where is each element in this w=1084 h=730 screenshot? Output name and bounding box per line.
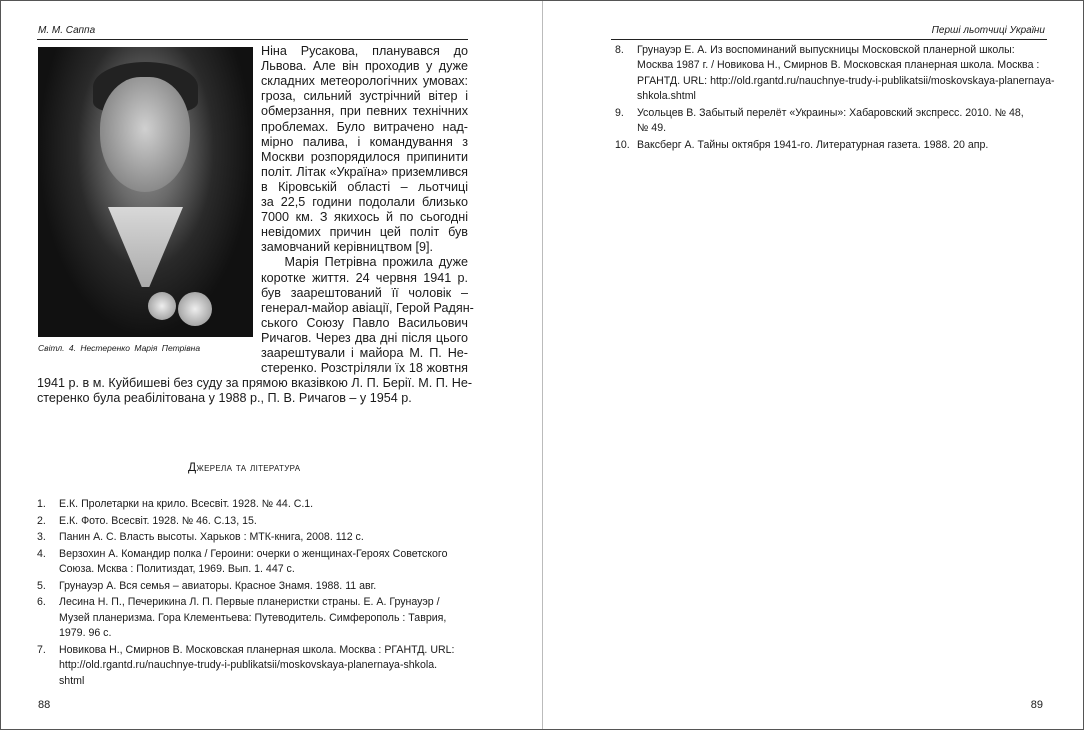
text-line: Марія Петрівна прожила дуже xyxy=(261,255,468,270)
reference-text-line: Новикова Н., Смирнов В. Московская планерная школа. Москва : РГАНТД. URL: xyxy=(59,643,455,656)
reference-text-line: Е.К. Фото. Всесвіт. 1928. № 46. С.13, 15. xyxy=(59,514,257,527)
reference-text-line: 1979. 96 с. xyxy=(59,627,112,640)
reference-number: 6. xyxy=(37,596,46,609)
reference-text-line: shtml xyxy=(59,674,85,687)
text-line: 1941 р. в м. Куйбишеві без суду за прямою вказівкою Л. П. Берії. М. П. Не- xyxy=(37,376,473,390)
portrait-photo xyxy=(38,47,253,337)
reference-number: 10. xyxy=(615,138,630,151)
running-header-title: Перші льотчиці України xyxy=(931,25,1045,36)
reference-number: 5. xyxy=(37,579,46,592)
text-line: Ричагов. Через два дні після цього xyxy=(261,330,468,345)
text-line: заарештували і майора М. П. Не- xyxy=(261,346,468,360)
text-line: ського Союзу Павло Васильович xyxy=(261,315,468,330)
text-line: гроза, сильний зустрічний вітер і xyxy=(261,89,468,104)
page-number-right: 89 xyxy=(1030,699,1043,711)
text-line: генерал-майор авіації, Герой Радян- xyxy=(261,300,474,315)
header-rule xyxy=(37,39,468,40)
text-line: стеренко була реабілітована у 1988 р., П. В. Ричагов – у 1954 р. xyxy=(37,391,412,406)
text-line: невідомих причин цей політ був xyxy=(261,225,468,240)
reference-text-line: № 49. xyxy=(637,122,667,135)
reference-text-line: http://old.rgantd.ru/nauchnye-trudy-i-publikatsii/moskovskaya-planernaya-shkola. xyxy=(59,659,438,672)
reference-number: 1. xyxy=(37,498,46,510)
text-line: Ніна Русакова, планувався до xyxy=(261,44,468,58)
reference-text-line: РГАНТД. URL: http://old.rgantd.ru/nauchnye-trudy-i-publikatsii/moskovskaya-planernaya- xyxy=(637,74,1055,87)
reference-text-line: Музей планеризма. Гора Клементьева: Путеводитель. Симферополь : Таврия, xyxy=(59,611,447,624)
reference-number: 8. xyxy=(615,44,624,56)
reference-text-line: Союза. Мсква : Политиздат, 1969. Вып. 1. 447 с. xyxy=(59,563,295,576)
reference-number: 3. xyxy=(37,531,46,544)
text-line: проблемах. Було витрачено над- xyxy=(261,119,468,134)
sources-heading: Джерела та література xyxy=(188,460,301,474)
header-rule xyxy=(611,39,1047,40)
reference-text-line: Москва 1987 г. / Новикова Н., Смирнов В. Московская планерная школа. Москва : xyxy=(637,59,1040,72)
reference-text-line: Е.К. Пролетарки на крило. Всесвіт. 1928. № 44. С.1. xyxy=(59,498,314,510)
reference-text-line: Ваксберг А. Тайны октября 1941-го. Литературная газета. 1988. 20 апр. xyxy=(637,138,989,151)
reference-text-line: Грунауэр Е. А. Из воспоминаний выпускницы Московской планерной школы: xyxy=(637,44,1015,56)
text-line: 7000 км. З якихось й по сьогодні xyxy=(261,210,468,225)
reference-text-line: Грунауэр А. Вся семья – авиаторы. Красное Знамя. 1988. 11 авг. xyxy=(59,579,377,592)
text-line: обмерзання, при певних технічних xyxy=(261,104,468,119)
text-line: стеренко. Розстріляли їх 18 жовтня xyxy=(261,361,468,376)
text-line: політ. Літак «Україна» приземлився xyxy=(261,164,468,179)
text-line: коротке життя. 24 червня 1941 р. xyxy=(261,270,468,285)
running-header-author: М. М. Саппа xyxy=(38,25,96,36)
reference-number: 9. xyxy=(615,106,624,119)
reference-text-line: shkola.shtml xyxy=(637,90,696,103)
reference-text-line: Панин А. С. Власть высоты. Харьков : МТК-книга, 2008. 112 с. xyxy=(59,531,364,544)
text-line: складних метеорологічних умовах: xyxy=(261,74,468,89)
reference-text-line: Лесина Н. П., Печерикина Л. П. Первые планеристки страны. Е. А. Грунауэр / xyxy=(59,596,440,609)
photo-caption: Світл. 4. Нестеренко Марія Петрівна xyxy=(38,343,201,353)
reference-text-line: Усольцев В. Забытый перелёт «Украины»: Хабаровский экспресс. 2010. № 48, xyxy=(637,106,1024,119)
text-line: замовчаний керівництвом [9]. xyxy=(261,240,433,255)
reference-text-line: Верзохин А. Командир полка / Героини: очерки о женщинах-Героях Советского xyxy=(59,547,448,560)
page-number-left: 88 xyxy=(38,699,51,711)
reference-number: 7. xyxy=(37,643,46,656)
text-line: за 22,5 години подолали близько xyxy=(261,195,468,209)
reference-number: 4. xyxy=(37,547,46,560)
text-line: був заарештований її чоловік – xyxy=(261,285,468,300)
page-gutter xyxy=(542,1,543,730)
text-line: Москви розпорядилося припинити xyxy=(261,149,468,164)
text-line: в Кіровській області – льотчиці xyxy=(261,179,468,194)
text-line: мірно палива, і командування з xyxy=(261,134,468,149)
reference-number: 2. xyxy=(37,514,46,527)
text-line: Львова. Але він проходив у дуже xyxy=(261,59,468,74)
